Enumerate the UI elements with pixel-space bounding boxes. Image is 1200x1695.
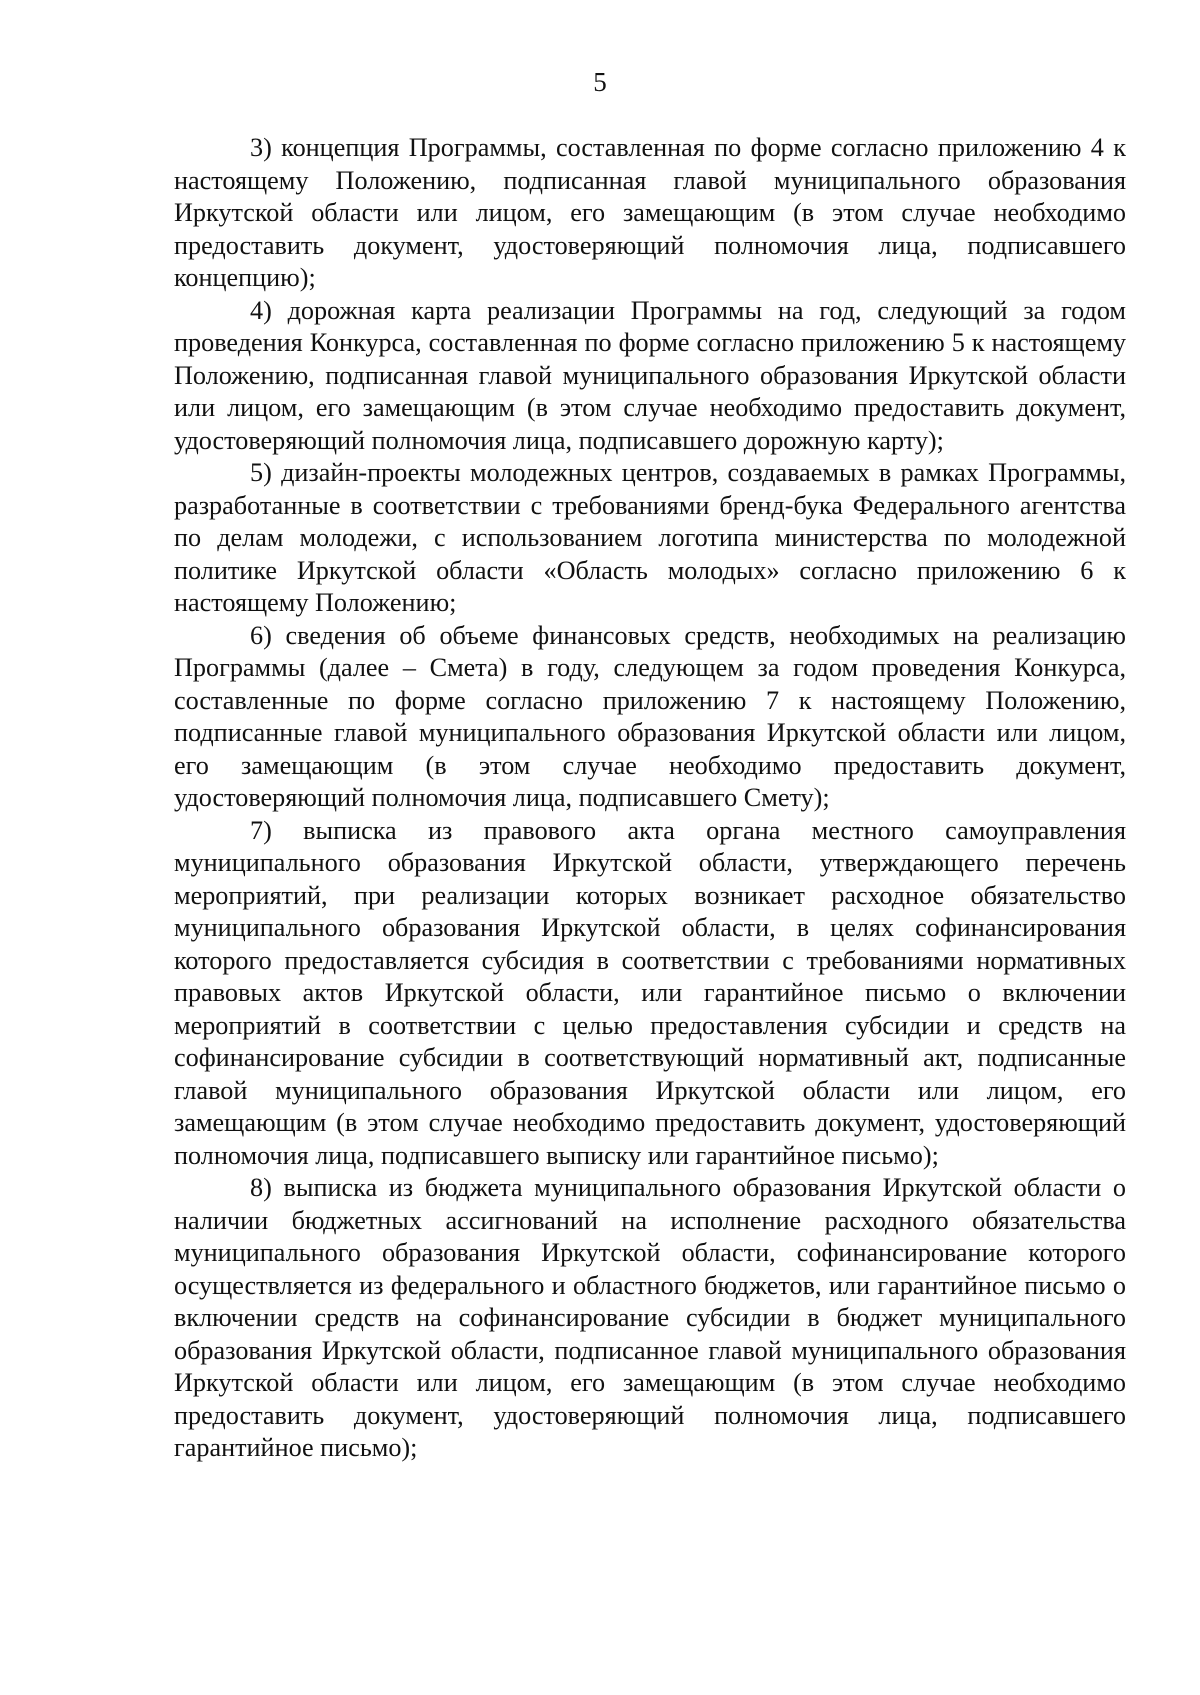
list-item-3-concept: 3) концепция Программы, составленная по форме согласно приложению 4 к настоящему Положению, подписанная главой муниципального образования Иркутской области или лицом, его замещающим (в этом случае необходимо предоставить документ, удостоверяющий полномочия лица, подписавшего концепцию); [174,133,1126,292]
list-item-7-legal-act-extract: 7) выписка из правового акта органа местного самоуправления муниципального образования Иркутской области, утверждающего перечень мероприятий, при реализации которых возникает расходное обязательство муниципального образования Иркутской области, в целях софинансирования которого предоставляется субсидия в соответствии с требованиями нормативных правовых актов Иркутской области, или гарантийное письмо о включении мероприятий в соответствии с целью предоставления субсидии и средств на софинансирование субсидии в соответствующий нормативный акт, подписанные главой муниципального образования Иркутской области или лицом, его замещающим (в этом случае необходимо предоставить документ, удостоверяющий полномочия лица, подписавшего выписку или гарантийное письмо); [174,815,1126,1170]
list-item-6-budget-estimate: 6) сведения об объеме финансовых средств, необходимых на реализацию Программы (далее – Смета) в году, следующем за годом проведения Конкурса, составленные по форме согласно приложению 7 к настоящему Положению, подписанные главой муниципального образования Иркутской области или лицом, его замещающим (в этом случае необходимо предоставить документ, удостоверяющий полномочия лица, подписавшего Смету); [174,620,1126,812]
list-item-5-design-projects: 5) дизайн-проекты молодежных центров, создаваемых в рамках Программы, разработанные в соответствии с требованиями бренд-бука Федерального агентства по делам молодежи, с использованием логотипа министерства по молодежной политике Иркутской области «Область молодых» согласно приложению 6 к настоящему Положению; [174,458,1126,617]
list-item-4-roadmap: 4) дорожная карта реализации Программы на год, следующий за годом проведения Конкурса, составленная по форме согласно приложению 5 к настоящему Положению, подписанная главой муниципального образования Иркутской области или лицом, его замещающим (в этом случае необходимо предоставить документ, удостоверяющий полномочия лица, подписавшего дорожную карту); [174,295,1126,455]
list-item-8-budget-extract: 8) выписка из бюджета муниципального образования Иркутской области о наличии бюджетных ассигнований на исполнение расходного обязательства муниципального образования Иркутской области, софинансирование которого осуществляется из федерального и областного бюджетов, или гарантийное письмо о включении средств на софинансирование субсидии в бюджет муниципального образования Иркутской области, подписанное главой муниципального образования Иркутской области или лицом, его замещающим (в этом случае необходимо предоставить документ, удостоверяющий полномочия лица, подписавшего гарантийное письмо); [174,1173,1126,1462]
page-number: 5 [593,67,607,97]
document-body [174,132,1126,1465]
